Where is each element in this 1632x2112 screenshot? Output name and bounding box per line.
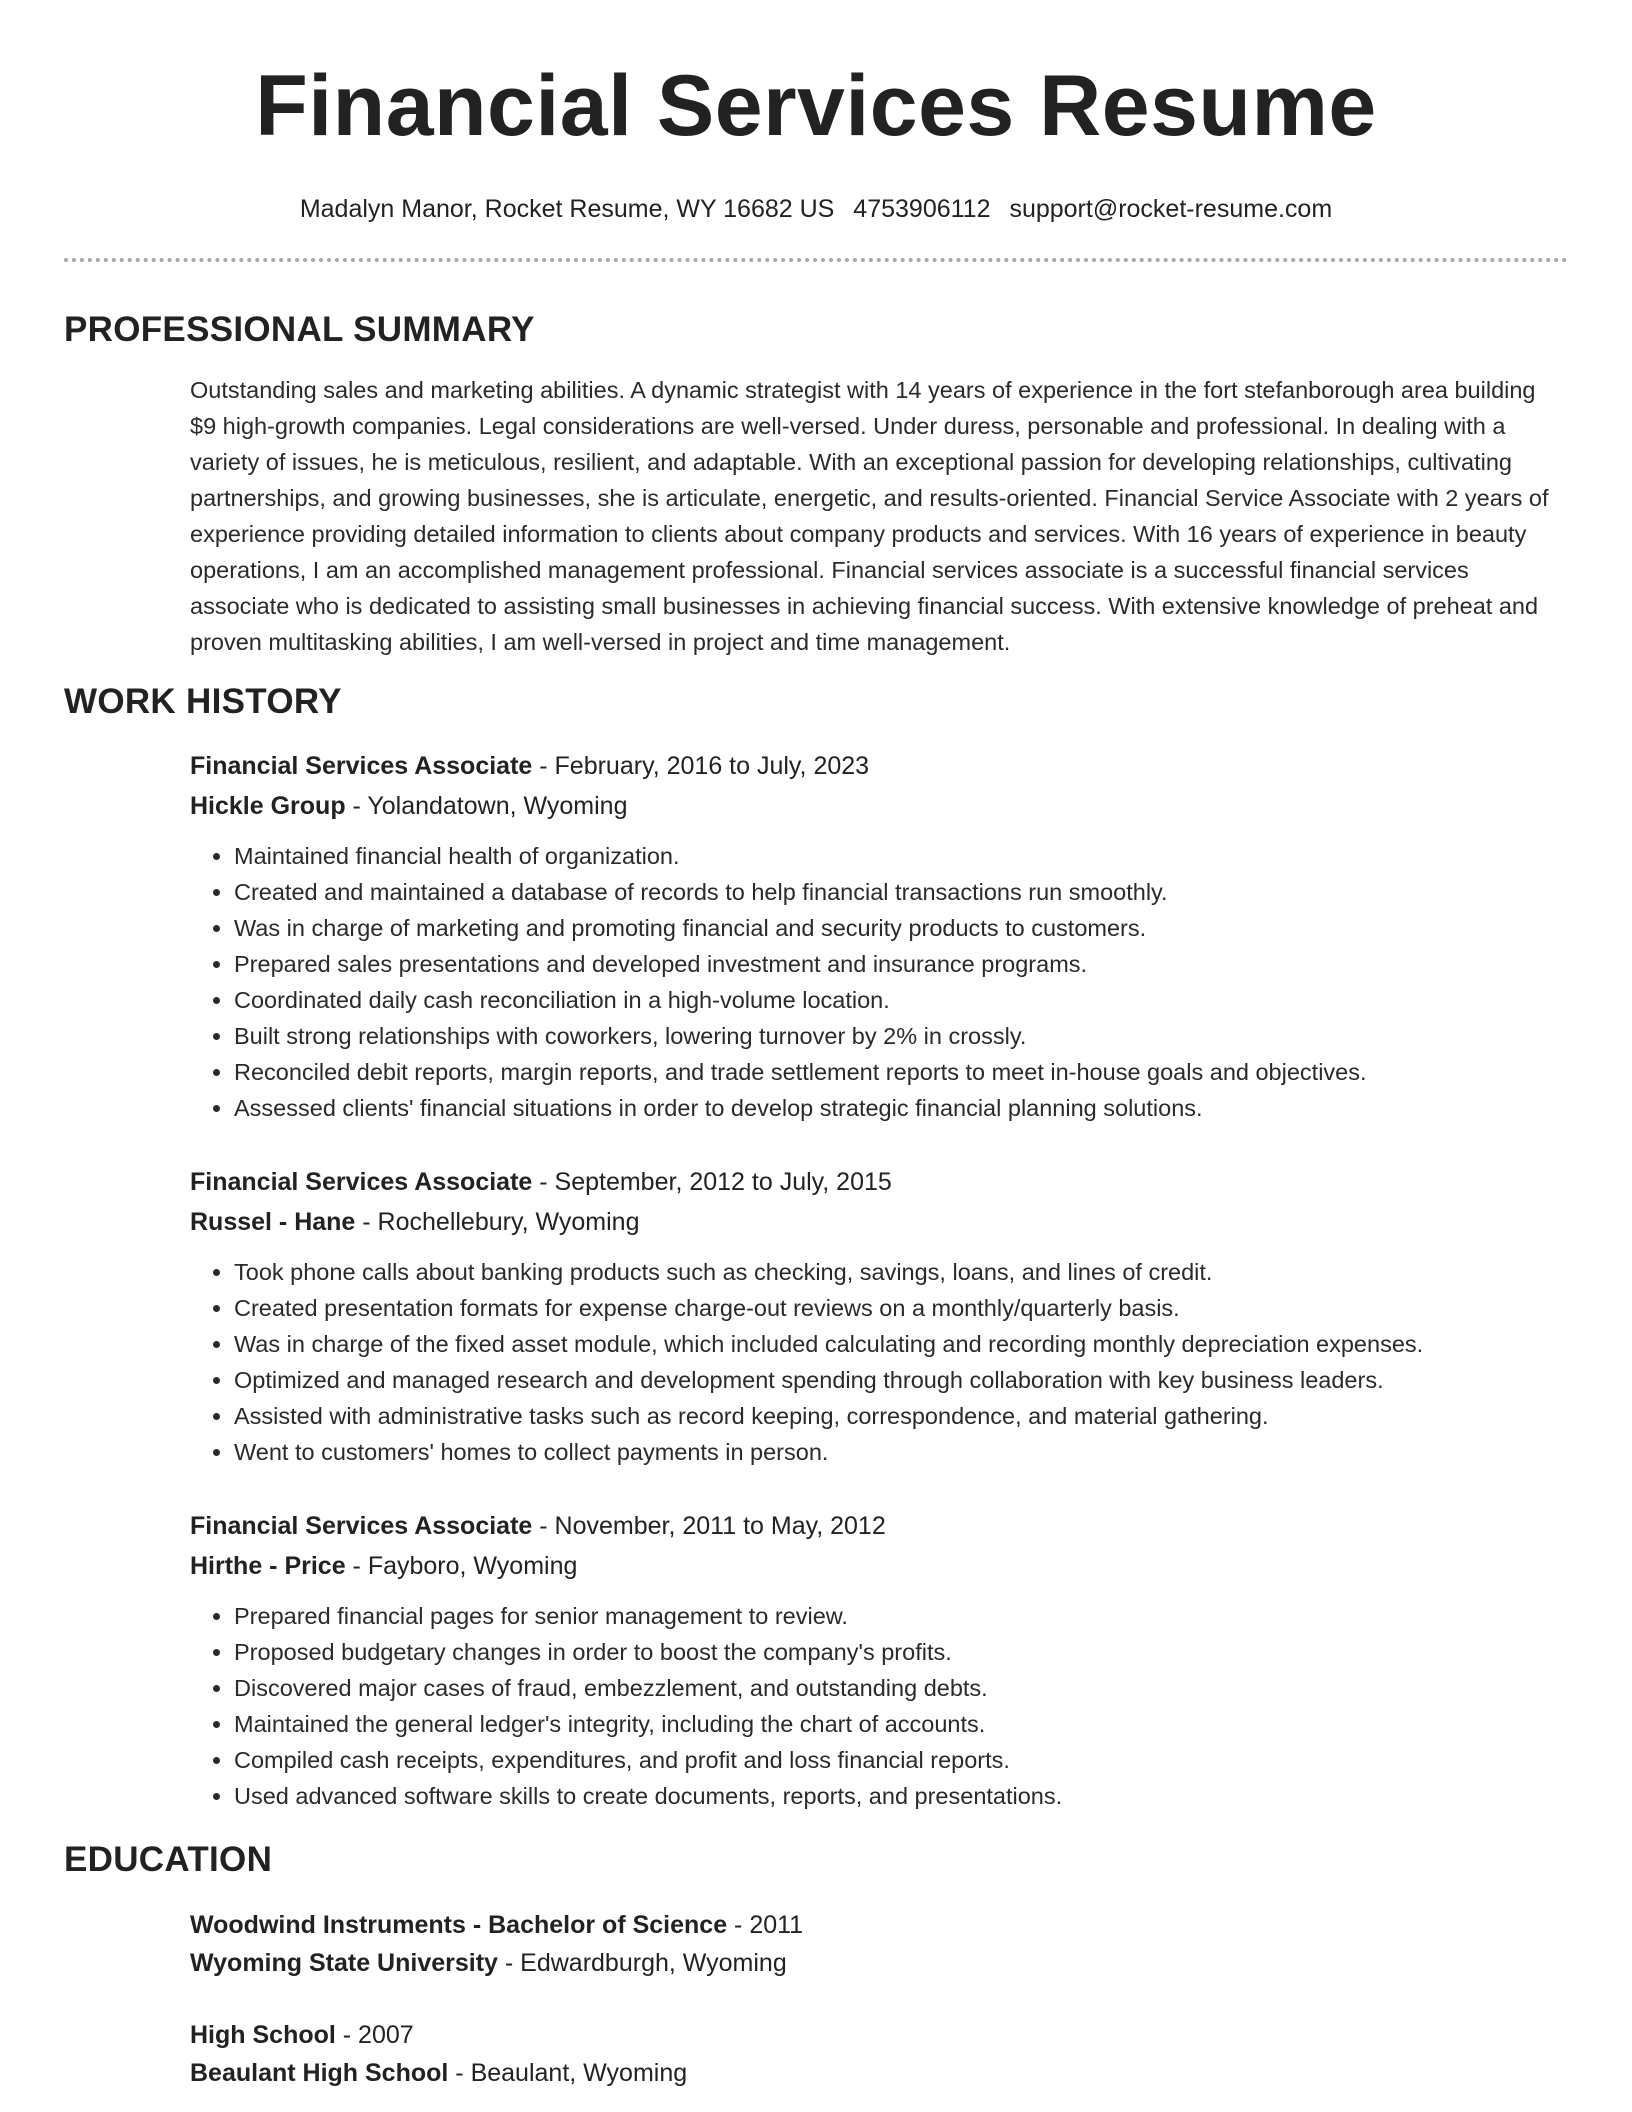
job-company: Hickle Group bbox=[190, 792, 346, 820]
job-company-line bbox=[190, 1202, 1568, 1242]
job-dates: - November, 2011 to May, 2012 bbox=[532, 1512, 886, 1540]
job-bullet: • Maintained financial health of organization. bbox=[234, 838, 1568, 874]
education-school-line bbox=[190, 1944, 1568, 1982]
education-school: Wyoming State University bbox=[190, 1949, 498, 1977]
education-location: - Beaulant, Wyoming bbox=[448, 2059, 688, 2087]
education-school-line bbox=[190, 2054, 1568, 2092]
education-degree-line bbox=[190, 1906, 1568, 1944]
job-bullet: • Coordinated daily cash reconciliation in a high-volume location. bbox=[234, 982, 1568, 1018]
job-entry bbox=[190, 746, 1568, 1126]
job-bullet: • Went to customers' homes to collect payments in person. bbox=[234, 1434, 1568, 1470]
job-bullet: • Was in charge of marketing and promoting financial and security products to customers. bbox=[234, 910, 1568, 946]
education-location: - Edwardburgh, Wyoming bbox=[497, 1949, 787, 1977]
job-title: Financial Services Associate bbox=[190, 1512, 533, 1540]
job-bullet: • Discovered major cases of fraud, embezzlement, and outstanding debts. bbox=[234, 1670, 1568, 1706]
job-entry bbox=[190, 1506, 1568, 1814]
job-dates: - February, 2016 to July, 2023 bbox=[532, 752, 870, 780]
job-title-line bbox=[190, 1162, 1568, 1202]
job-bullet: • Prepared financial pages for senior management to review. bbox=[234, 1598, 1568, 1634]
education-year: - 2007 bbox=[335, 2021, 414, 2049]
job-bullet: • Used advanced software skills to create documents, reports, and presentations. bbox=[234, 1778, 1568, 1814]
work-history-heading: WORK HISTORY bbox=[64, 682, 342, 721]
job-company: Russel - Hane bbox=[190, 1208, 356, 1236]
job-company-line bbox=[190, 1546, 1568, 1586]
job-bullet: • Compiled cash receipts, expenditures, and profit and loss financial reports. bbox=[234, 1742, 1568, 1778]
job-dates: - September, 2012 to July, 2015 bbox=[532, 1168, 892, 1196]
job-bullets bbox=[190, 838, 1568, 1126]
job-bullet: • Created and maintained a database of records to help financial transactions run smoothly. bbox=[234, 874, 1568, 910]
job-bullet: • Prepared sales presentations and developed investment and insurance programs. bbox=[234, 946, 1568, 982]
job-title-line bbox=[190, 1506, 1568, 1546]
education-year: - 2011 bbox=[727, 1911, 804, 1939]
contact-phone: 4753906112 bbox=[853, 195, 991, 223]
job-bullet: • Optimized and managed research and development spending through collaboration with key business leaders. bbox=[234, 1362, 1568, 1398]
job-bullets bbox=[190, 1598, 1568, 1814]
education-degree: Woodwind Instruments - Bachelor of Science bbox=[190, 1911, 728, 1939]
education-school: Beaulant High School bbox=[190, 2059, 449, 2087]
education-degree-line bbox=[190, 2016, 1568, 2054]
job-bullet: • Was in charge of the fixed asset module, which included calculating and recording monthly depreciation expenses. bbox=[234, 1326, 1568, 1362]
education-heading: EDUCATION bbox=[64, 1840, 273, 1879]
job-title-line bbox=[190, 746, 1568, 786]
job-company: Hirthe - Price bbox=[190, 1552, 346, 1580]
summary-text: Outstanding sales and marketing abilities. A dynamic strategist with 14 years of experience in the fort stefanborough area building $9 high-growth companies. Legal considerations are well-versed. Under duress, personable and professional. In dealing with a variety of issues, he is meticulous, resilient, and adaptable. With an exceptional passion for developing relationships, cultivating partnerships, and growing businesses, she is articulate, energetic, and results-oriented. Financial Service Associate with 2 years of experience providing detailed information to clients about company products and services. With 16 years of experience in beauty operations, I am an accomplished management professional. Financial services associate is a successful financial services associate who is dedicated to assisting small businesses in achieving financial success. With extensive knowledge of preheat and proven multitasking abilities, I am well-versed in project and time management. bbox=[190, 377, 1549, 655]
job-bullet: • Maintained the general ledger's integrity, including the chart of accounts. bbox=[234, 1706, 1568, 1742]
header-divider bbox=[64, 258, 1568, 262]
summary-heading: PROFESSIONAL SUMMARY bbox=[64, 310, 535, 349]
job-location: - Fayboro, Wyoming bbox=[345, 1552, 578, 1580]
job-bullet: • Created presentation formats for expense charge-out reviews on a monthly/quarterly basis. bbox=[234, 1290, 1568, 1326]
resume-title: Financial Services Resume bbox=[255, 58, 1377, 154]
contact-email: support@rocket-resume.com bbox=[1009, 195, 1333, 223]
job-bullet: • Assisted with administrative tasks such as record keeping, correspondence, and material gathering. bbox=[234, 1398, 1568, 1434]
job-company-line bbox=[190, 786, 1568, 826]
job-bullets bbox=[190, 1254, 1568, 1470]
job-bullet: • Proposed budgetary changes in order to boost the company's profits. bbox=[234, 1634, 1568, 1670]
contact-address: Madalyn Manor, Rocket Resume, WY 16682 US bbox=[299, 195, 835, 223]
job-bullet: • Built strong relationships with coworkers, lowering turnover by 2% in crossly. bbox=[234, 1018, 1568, 1054]
job-bullet: • Reconciled debit reports, margin reports, and trade settlement reports to meet in-house goals and objectives. bbox=[234, 1054, 1568, 1090]
job-location: - Rochellebury, Wyoming bbox=[355, 1208, 640, 1236]
education-entry bbox=[190, 1906, 1568, 1982]
job-title: Financial Services Associate bbox=[190, 752, 533, 780]
job-bullet: • Took phone calls about banking products such as checking, savings, loans, and lines of credit. bbox=[234, 1254, 1568, 1290]
education-entry bbox=[190, 2016, 1568, 2092]
job-title: Financial Services Associate bbox=[190, 1168, 533, 1196]
job-entry bbox=[190, 1162, 1568, 1470]
job-bullet: • Assessed clients' financial situations in order to develop strategic financial planning solutions. bbox=[234, 1090, 1568, 1126]
education-degree: High School bbox=[190, 2021, 336, 2049]
contact-line bbox=[64, 192, 1568, 226]
job-location: - Yolandatown, Wyoming bbox=[345, 792, 628, 820]
